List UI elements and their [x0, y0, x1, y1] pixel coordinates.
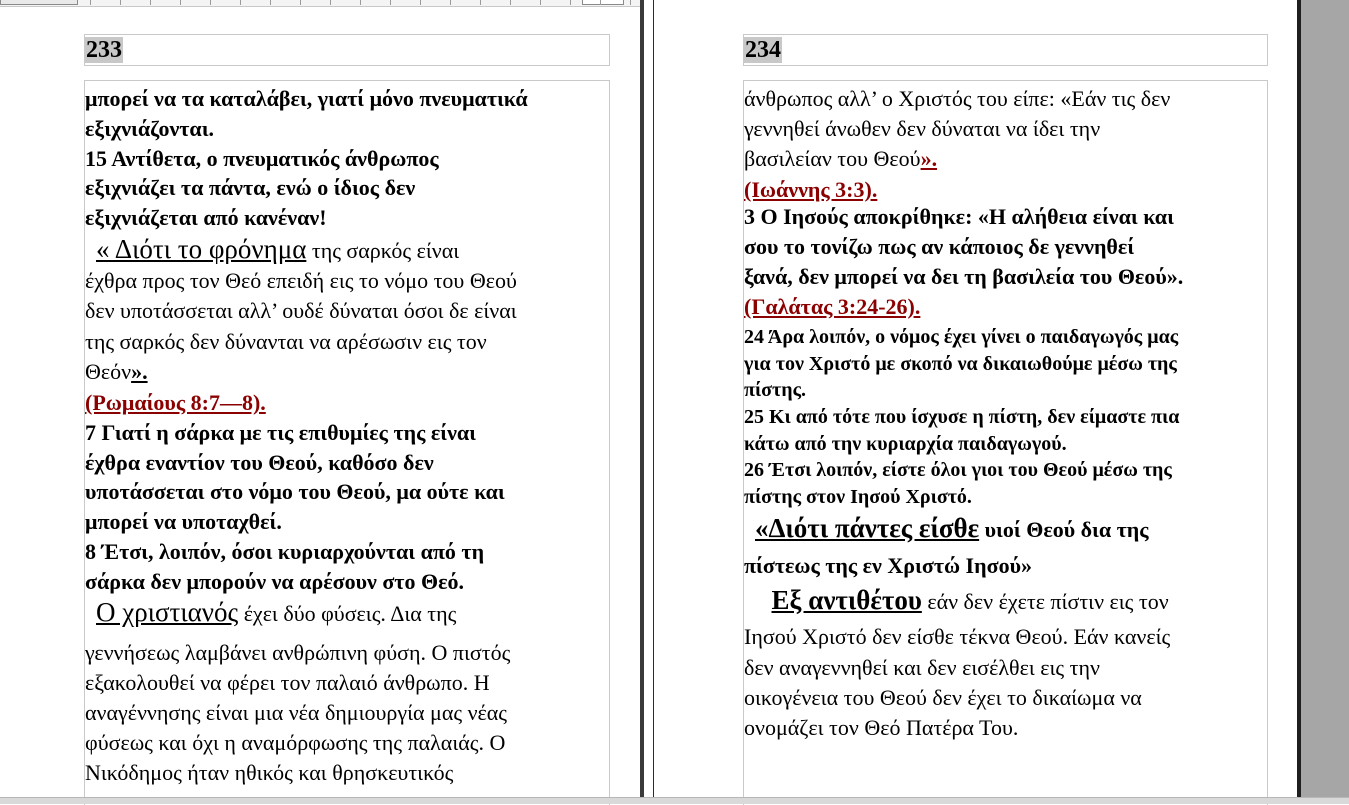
- text-line: δεν αναγεννηθεί και δεν εισέλθει εις την: [744, 655, 1100, 680]
- text-line: γεννηθεί άνωθεν δεν δύναται να ίδει την: [744, 116, 1101, 141]
- ruler-right-margin-handle[interactable]: [582, 0, 624, 5]
- text-line: Θεόν».: [85, 359, 148, 384]
- text-line: (Ρωμαίους 8:7—8).: [85, 390, 266, 415]
- text-line: σάρκα δεν μπορούν να αρέσουν στο Θεό.: [85, 569, 464, 594]
- right-page-header: [743, 34, 1268, 66]
- text-line: πίστης.: [744, 379, 807, 401]
- text-line: γεννήσεως λαμβάνει ανθρώπινη φύση. Ο πιστός: [85, 640, 511, 665]
- text-line: έχθρα εναντίον του Θεού, καθόσο δεν: [85, 450, 434, 475]
- ruler-tick: [360, 0, 361, 5]
- left-page-header: [84, 34, 610, 66]
- ruler-tick: [270, 0, 271, 5]
- text-line: « Διότι το φρόνημα της σαρκός είναι: [96, 234, 460, 264]
- emphasis-lead: Ο χριστιανός: [96, 597, 239, 627]
- workspace-background: [1297, 0, 1349, 804]
- text-line: πίστης στον Ιησού Χριστό.: [744, 486, 972, 508]
- ruler-tick: [90, 0, 91, 5]
- text-line: για τον Χριστό με σκοπό να δικαιωθούμε μέσω της: [744, 353, 1177, 375]
- text-line: υποτάσσεται στο νόμο του Θεού, μα ούτε και: [85, 479, 505, 504]
- ruler-tick: [120, 0, 121, 5]
- text-line: φύσεως και όχι η αναμόρφωσης της παλαιάς. Ο: [85, 730, 506, 755]
- text-line: άνθρωπος αλλ’ ο Χριστός του είπε: «Εάν τις δεν: [744, 86, 1171, 111]
- ruler-tick: [480, 0, 481, 5]
- text-line: μπορεί να τα καταλάβει, γιατί μόνο πνευματικά: [85, 86, 528, 111]
- text-line: (Ιωάννης 3:3).: [744, 177, 878, 202]
- text-line: 24 Άρα λοιπόν, ο νόμος έχει γίνει ο παιδαγωγός μας: [744, 326, 1179, 348]
- ruler-tick: [570, 0, 571, 5]
- text-line: εξιχνιάζεται από κανέναν!: [85, 205, 327, 230]
- text-line: σου το τονίζω πως αν κάποιος δε γεννηθεί: [744, 234, 1135, 259]
- emphasis-lead: Εξ αντιθέτου: [771, 585, 922, 615]
- text-line: Ιησού Χριστό δεν είσθε τέκνα Θεού. Εάν κανείς: [744, 624, 1171, 649]
- text-line: εξιχνιάζει τα πάντα, ενώ ο ίδιος δεν: [85, 175, 416, 200]
- text-line: πίστεως της εν Χριστώ Ιησού»: [744, 553, 1032, 578]
- ruler-left-margin-handle[interactable]: [0, 0, 78, 5]
- right-page-text-frame[interactable]: [743, 80, 1268, 805]
- text-line: αναγέννησης είναι μια νέα δημιουργία μας νέας: [85, 700, 508, 725]
- text-line: 25 Κι από τότε που ίσχυσε η πίστη, δεν είμαστε πια: [744, 406, 1180, 428]
- horizontal-scrollbar[interactable]: [0, 797, 1349, 804]
- text-line: (Γαλάτας 3:24-26).: [744, 294, 921, 319]
- text-line: εξακολουθεί να φέρει τον παλαιό άνθρωπο. Η: [85, 670, 490, 695]
- right-page-number: 234: [745, 37, 781, 63]
- ruler-tick: [450, 0, 451, 5]
- left-page-number: 233: [86, 37, 122, 63]
- text-line: οικογένεια του Θεού δεν έχει το δικαίωμα να: [744, 685, 1142, 710]
- ruler-tick: [240, 0, 241, 5]
- text-line: 7 Γιατί η σάρκα με τις επιθυμίες της είναι: [85, 420, 477, 445]
- ruler-tick: [600, 0, 601, 5]
- text-line: Νικόδημος ήταν ηθικός και θρησκευτικός: [85, 760, 454, 785]
- ruler-tick: [330, 0, 331, 5]
- text-line: ξανά, δεν μπορεί να δει τη βασιλεία του Θεού».: [744, 264, 1184, 289]
- ruler-tick: [420, 0, 421, 5]
- ruler-tick: [390, 0, 391, 5]
- text-line: μπορεί να υποταχθεί.: [85, 509, 282, 534]
- text-line: έχθρα προς τον Θεό επειδή εις το νόμο του Θεού: [85, 268, 517, 293]
- text-line: ονομάζει τον Θεό Πατέρα Του.: [744, 715, 1019, 740]
- ruler-tick: [210, 0, 211, 5]
- text-line: Ο χριστιανός έχει δύο φύσεις. Δια της: [96, 597, 457, 627]
- text-line: 15 Αντίθετα, ο πνευματικός άνθρωπος: [85, 146, 439, 171]
- text-line: κάτω από την κυριαρχία παιδαγωγού.: [744, 433, 1067, 455]
- text-line: της σαρκός δεν δύνανται να αρέσωσιν εις τον: [85, 329, 487, 354]
- text-line: 8 Έτσι, λοιπόν, όσοι κυριαρχούνται από τη: [85, 539, 485, 564]
- page-divider: [640, 0, 655, 804]
- ruler-tick: [150, 0, 151, 5]
- text-line: 26 Έτσι λοιπόν, είστε όλοι γιοι του Θεού μέσω της: [744, 459, 1172, 481]
- horizontal-ruler[interactable]: [0, 0, 640, 7]
- ruler-tick: [630, 0, 631, 5]
- ruler-tick: [540, 0, 541, 5]
- text-line: Εξ αντιθέτου εάν δεν έχετε πίστιν εις τον: [771, 585, 1169, 615]
- ruler-tick: [300, 0, 301, 5]
- ruler-tick: [510, 0, 511, 5]
- text-line: εξιχνιάζονται.: [85, 116, 215, 141]
- emphasis-lead: « Διότι το φρόνημα: [96, 234, 307, 264]
- emphasis-lead: «Διότι πάντες είσθε: [755, 513, 980, 543]
- text-line: 3 Ο Ιησούς αποκρίθηκε: «Η αλήθεια είναι και: [744, 204, 1174, 229]
- left-page-text-frame[interactable]: [84, 80, 610, 805]
- ruler-tick: [180, 0, 181, 5]
- text-line: «Διότι πάντες είσθε υιοί Θεού δια της: [755, 513, 1149, 543]
- text-line: δεν υποτάσσεται αλλ’ ουδέ δύναται όσοι δε είναι: [85, 298, 517, 323]
- text-line: βασιλείαν του Θεού».: [744, 146, 938, 171]
